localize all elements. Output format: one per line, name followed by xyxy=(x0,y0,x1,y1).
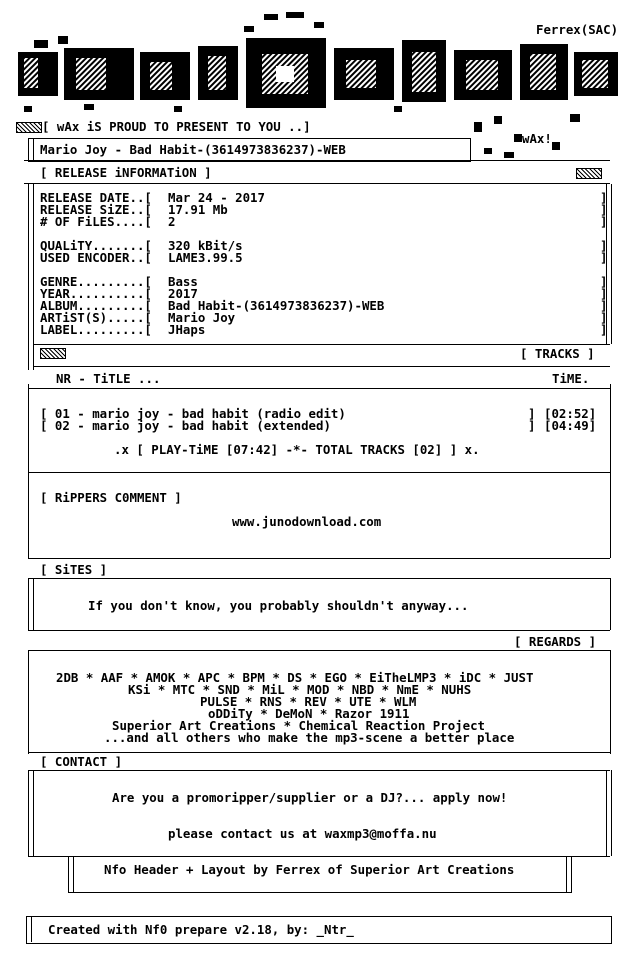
border-left xyxy=(28,138,34,162)
track-close: ] xyxy=(528,406,536,421)
release-info-label: RELEASE DATE..[ xyxy=(40,190,152,205)
logo-subtitle: wAx! xyxy=(522,131,552,146)
release-info-close: ] xyxy=(600,286,608,301)
regards-line: Superior Art Creations * Chemical Reaction Project xyxy=(112,718,485,733)
track-item: [ 01 - mario joy - bad habit (radio edit) xyxy=(40,406,346,421)
border-left xyxy=(28,650,29,754)
border-right xyxy=(610,384,611,474)
rippers-comment: www.junodownload.com xyxy=(232,514,382,529)
release-info-close: ] xyxy=(600,238,608,253)
section-heading-sites: [ SiTES ] xyxy=(40,562,108,577)
border-left xyxy=(28,184,34,370)
release-info-value: Bass xyxy=(168,274,198,289)
track-close: ] xyxy=(528,418,536,433)
section-heading-regards: [ REGARDS ] xyxy=(514,634,597,649)
regards-line: oDDiTy * DeMoN * Razor 1911 xyxy=(208,706,410,721)
shade-block xyxy=(576,168,602,179)
border-left xyxy=(28,578,34,630)
release-info-value: Mario Joy xyxy=(168,310,236,325)
tracks-col-time: TiME. xyxy=(552,371,590,386)
shade-block xyxy=(16,122,42,133)
release-info-label: USED ENCODER..[ xyxy=(40,250,152,265)
border-left xyxy=(28,770,34,856)
tracks-summary: .x [ PLAY-TiME [07:42] -*- TOTAL TRACKS [02] ] x. xyxy=(114,442,480,457)
track-item: [ 02 - mario joy - bad habit (extended) xyxy=(40,418,331,433)
release-info-close: ] xyxy=(600,190,608,205)
section-heading-tracks: [ TRACKS ] xyxy=(520,346,595,361)
divider xyxy=(28,650,610,651)
created-with: Created with Nf0 prepare v2.18, by: _Ntr_ xyxy=(48,922,354,937)
divider xyxy=(28,388,610,389)
ascii-credit: Ferrex(SAC) xyxy=(536,22,619,37)
border-left xyxy=(28,384,29,474)
section-heading-rippers: [ RiPPERS C0MMENT ] xyxy=(40,490,182,505)
divider xyxy=(28,752,610,753)
border-right xyxy=(610,578,611,630)
release-info-close: ] xyxy=(600,274,608,289)
regards-line: KSi * MTC * SND * MiL * MOD * NBD * NmE * NUHS xyxy=(128,682,472,697)
tagline: [ wAx iS PROUD TO PRESENT TO YOU ..] xyxy=(42,119,311,134)
regards-line: 2DB * AAF * AMOK * APC * BPM * DS * EGO * EiTheLMP3 * iDC * JUST xyxy=(56,670,534,685)
contact-line-2: please contact us at waxmp3@moffa.nu xyxy=(168,826,437,841)
release-info-value: 2 xyxy=(168,214,176,229)
shade-block xyxy=(40,348,66,359)
release-info-close: ] xyxy=(600,250,608,265)
release-info-value: Bad Habit-(3614973836237)-WEB xyxy=(168,298,385,313)
regards-line: PULSE * RNS * REV * UTE * WLM xyxy=(200,694,417,709)
release-info-value: LAME3.99.5 xyxy=(168,250,243,265)
release-info-label: LABEL.........[ xyxy=(40,322,152,337)
release-info-close: ] xyxy=(600,214,608,229)
release-info-label: ALBUM.........[ xyxy=(40,298,152,313)
track-time: [02:52] xyxy=(544,406,597,421)
release-info-label: QUALiTY.......[ xyxy=(40,238,152,253)
release-name: Mario Joy - Bad Habit-(3614973836237)-WEB xyxy=(40,142,346,157)
divider xyxy=(28,770,610,771)
divider xyxy=(28,630,610,631)
divider xyxy=(24,160,610,161)
release-info-close: ] xyxy=(600,310,608,325)
release-info-close: ] xyxy=(600,298,608,313)
release-info-value: 2017 xyxy=(168,286,198,301)
border-right xyxy=(606,770,612,856)
divider xyxy=(28,578,610,579)
divider xyxy=(34,344,610,345)
border-right xyxy=(610,650,611,754)
release-info-label: # OF FiLES....[ xyxy=(40,214,152,229)
divider xyxy=(28,856,610,857)
contact-line-1: Are you a promoripper/supplier or a DJ?... apply now! xyxy=(112,790,508,805)
release-info-label: GENRE.........[ xyxy=(40,274,152,289)
regards-line: ...and all others who make the mp3-scene a better place xyxy=(104,730,515,745)
border-left xyxy=(31,916,32,942)
release-info-value: Mar 24 - 2017 xyxy=(168,190,265,205)
section-heading-release-info: [ RELEASE iNFORMATiON ] xyxy=(40,165,212,180)
section-heading-contact: [ CONTACT ] xyxy=(40,754,123,769)
release-info-close: ] xyxy=(600,322,608,337)
border-right xyxy=(610,472,611,558)
divider xyxy=(34,366,610,367)
sites-text: If you don't know, you probably shouldn't anyway... xyxy=(88,598,469,613)
release-info-value: JHaps xyxy=(168,322,206,337)
border-right xyxy=(566,856,572,892)
divider xyxy=(28,472,610,473)
release-info-label: YEAR..........[ xyxy=(40,286,152,301)
divider xyxy=(68,892,572,893)
border-left xyxy=(28,472,29,558)
release-info-label: RELEASE SiZE..[ xyxy=(40,202,152,217)
divider xyxy=(24,183,610,184)
tracks-col-title: NR - TiTLE ... xyxy=(56,371,161,386)
track-time: [04:49] xyxy=(544,418,597,433)
layout-credit: Nfo Header + Layout by Ferrex of Superior Art Creations xyxy=(104,862,515,877)
release-info-value: 17.91 Mb xyxy=(168,202,228,217)
release-info-value: 320 kBit/s xyxy=(168,238,243,253)
release-info-label: ARTiST(S).....[ xyxy=(40,310,152,325)
release-info-close: ] xyxy=(600,202,608,217)
border-left xyxy=(68,856,74,892)
divider xyxy=(28,558,610,559)
